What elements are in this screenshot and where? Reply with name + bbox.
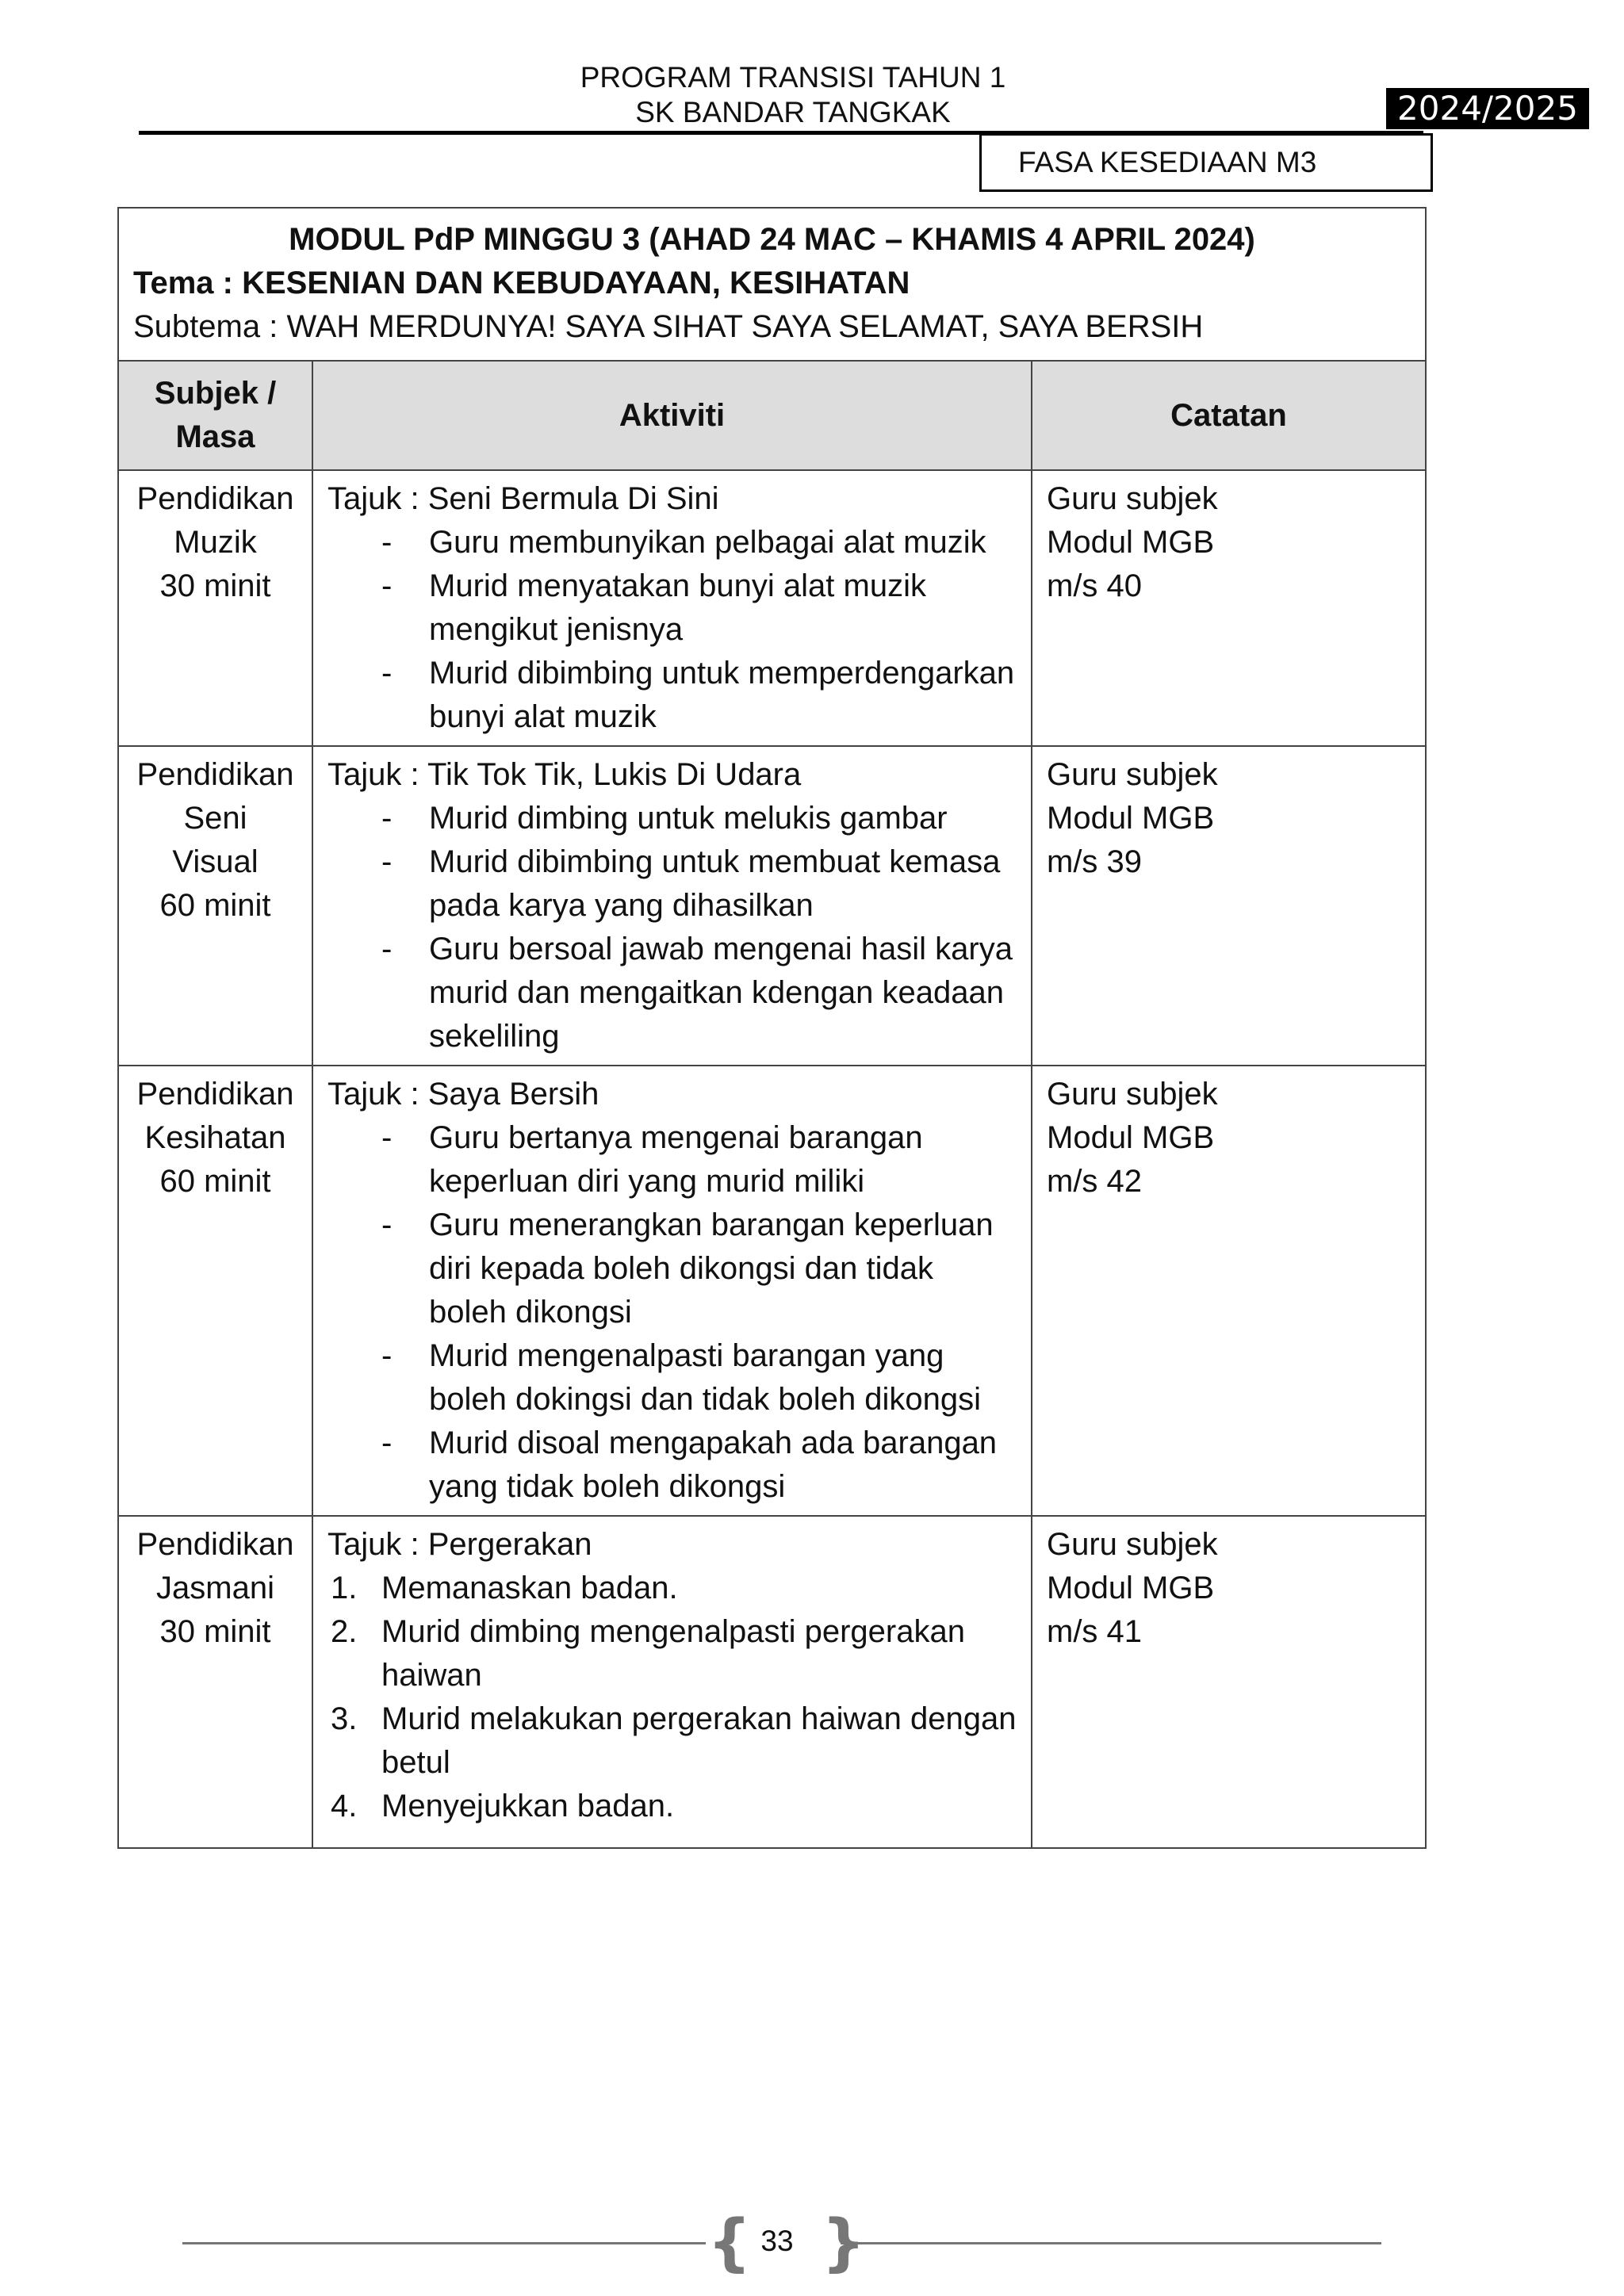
notes-line: Modul MGB bbox=[1047, 801, 1215, 836]
module-subtema: Subtema : WAH MERDUNYA! SAYA SIHAT SAYA SELAMAT, SAYA BERSIH bbox=[133, 309, 1204, 344]
activity-list bbox=[327, 1116, 1018, 1509]
activity-topic: Tajuk : Seni Bermula Di Sini bbox=[327, 481, 719, 516]
list-number: 4. bbox=[331, 1789, 358, 1823]
activity-cell bbox=[312, 470, 1032, 746]
notes-cell bbox=[1032, 1066, 1426, 1516]
bullet-dash: - bbox=[381, 1120, 393, 1155]
subject-line: Seni bbox=[183, 801, 247, 836]
list-item bbox=[381, 564, 1018, 652]
duration: 60 minit bbox=[159, 888, 271, 923]
subject-line: Pendidikan bbox=[136, 1527, 294, 1562]
activity-cell bbox=[312, 746, 1032, 1066]
list-item-text: Memanaskan badan. bbox=[381, 1571, 678, 1605]
list-item-text: Guru membunyikan pelbagai alat muzik bbox=[429, 525, 986, 560]
list-item bbox=[381, 521, 1018, 564]
list-item bbox=[381, 1116, 1018, 1203]
column-header-activity: Aktiviti bbox=[312, 361, 1032, 470]
column-header-subject bbox=[118, 361, 312, 470]
footer-rule-left bbox=[182, 2242, 706, 2244]
activity-cell bbox=[312, 1066, 1032, 1516]
list-number: 2. bbox=[331, 1614, 358, 1649]
notes-line: Guru subjek bbox=[1047, 481, 1218, 516]
footer-brace-left: { bbox=[707, 2207, 752, 2279]
list-item-text: Murid dimbing mengenalpasti pergerakan haiwan bbox=[381, 1614, 965, 1693]
list-item-text: Murid dimbing untuk melukis gambar bbox=[429, 801, 948, 836]
subject-cell bbox=[118, 746, 312, 1066]
list-item-text: Murid melakukan pergerakan haiwan dengan betul bbox=[381, 1701, 1017, 1780]
list-item-text: Menyejukkan badan. bbox=[381, 1789, 675, 1823]
list-item bbox=[327, 1697, 1018, 1785]
bullet-dash: - bbox=[381, 932, 393, 966]
notes-cell bbox=[1032, 470, 1426, 746]
notes-cell bbox=[1032, 746, 1426, 1066]
bullet-dash: - bbox=[381, 1338, 393, 1373]
notes-line: m/s 39 bbox=[1047, 844, 1143, 879]
year-badge: 2024/2025 bbox=[1386, 88, 1589, 129]
notes-line: m/s 42 bbox=[1047, 1164, 1143, 1199]
bullet-dash: - bbox=[381, 1425, 393, 1460]
notes-line: Modul MGB bbox=[1047, 1120, 1215, 1155]
list-item bbox=[381, 928, 1018, 1058]
activity-topic: Tajuk : Tik Tok Tik, Lukis Di Udara bbox=[327, 757, 802, 792]
subject-line: Pendidikan bbox=[136, 1077, 294, 1112]
list-item-text: Murid dibimbing untuk membuat kemasa pada karya yang dihasilkan bbox=[429, 844, 1001, 923]
table-row bbox=[118, 1516, 1426, 1848]
bullet-dash: - bbox=[381, 801, 393, 836]
phase-label: FASA KESEDIAAN M3 bbox=[979, 133, 1433, 192]
subject-line: Pendidikan bbox=[136, 757, 294, 792]
module-title-cell bbox=[118, 208, 1426, 361]
notes-line: Guru subjek bbox=[1047, 757, 1218, 792]
column-header-subject-line2: Masa bbox=[175, 419, 255, 454]
list-item bbox=[381, 652, 1018, 739]
module-table bbox=[117, 207, 1427, 1849]
list-item-text: Guru bertanya mengenai barangan keperluan diri yang murid miliki bbox=[429, 1120, 923, 1199]
activity-list bbox=[327, 797, 1018, 1058]
bullet-dash: - bbox=[381, 525, 393, 560]
list-item bbox=[327, 1785, 1018, 1828]
bullet-dash: - bbox=[381, 844, 393, 879]
page-number: 33 bbox=[760, 2225, 794, 2257]
module-title: MODUL PdP MINGGU 3 (AHAD 24 MAC – KHAMIS 4 APRIL 2024) bbox=[289, 222, 1255, 257]
activity-topic: Tajuk : Saya Bersih bbox=[327, 1077, 599, 1112]
activity-topic: Tajuk : Pergerakan bbox=[327, 1527, 592, 1562]
list-number: 3. bbox=[331, 1701, 358, 1736]
column-header-subject-line1: Subjek / bbox=[154, 376, 277, 411]
list-item bbox=[327, 1567, 1018, 1610]
list-item-text: Murid mengenalpasti barangan yang boleh dokingsi dan tidak boleh dikongsi bbox=[429, 1338, 982, 1417]
footer-brace-right: } bbox=[822, 2207, 866, 2279]
duration: 30 minit bbox=[159, 1614, 271, 1649]
notes-line: Guru subjek bbox=[1047, 1527, 1218, 1562]
header-title-line2: SK BANDAR TANGKAK bbox=[635, 96, 951, 128]
notes-line: Modul MGB bbox=[1047, 1571, 1215, 1605]
notes-line: Modul MGB bbox=[1047, 525, 1215, 560]
subject-cell bbox=[118, 470, 312, 746]
list-item bbox=[381, 797, 1018, 840]
notes-cell bbox=[1032, 1516, 1426, 1848]
bullet-dash: - bbox=[381, 568, 393, 603]
header-title-line1: PROGRAM TRANSISI TAHUN 1 bbox=[580, 61, 1006, 94]
duration: 30 minit bbox=[159, 568, 271, 603]
subject-cell bbox=[118, 1066, 312, 1516]
list-item-text: Murid disoal mengapakah ada barangan yang tidak boleh dikongsi bbox=[429, 1425, 998, 1504]
notes-line: Guru subjek bbox=[1047, 1077, 1218, 1112]
list-item-text: Murid dibimbing untuk memperdengarkan bunyi alat muzik bbox=[429, 656, 1015, 734]
module-title-row bbox=[118, 208, 1426, 361]
activity-list bbox=[327, 521, 1018, 739]
list-item bbox=[381, 1334, 1018, 1422]
subject-cell bbox=[118, 1516, 312, 1848]
list-item bbox=[381, 1203, 1018, 1334]
list-item-text: Guru menerangkan barangan keperluan diri kepada boleh dikongsi dan tidak boleh dikongsi bbox=[429, 1207, 994, 1330]
subject-line: Kesihatan bbox=[144, 1120, 286, 1155]
notes-line: m/s 40 bbox=[1047, 568, 1143, 603]
table-row bbox=[118, 1066, 1426, 1516]
activity-cell bbox=[312, 1516, 1032, 1848]
duration: 60 minit bbox=[159, 1164, 271, 1199]
list-item bbox=[381, 840, 1018, 928]
bullet-dash: - bbox=[381, 656, 393, 691]
list-item-text: Murid menyatakan bunyi alat muzik mengikut jenisnya bbox=[429, 568, 926, 647]
subject-line: Muzik bbox=[174, 525, 257, 560]
subject-line: Jasmani bbox=[156, 1571, 274, 1605]
activity-numbered-list bbox=[327, 1567, 1018, 1828]
column-header-notes: Catatan bbox=[1032, 361, 1426, 470]
table-row bbox=[118, 470, 1426, 746]
column-header-row bbox=[118, 361, 1426, 470]
subject-line: Visual bbox=[172, 844, 259, 879]
bullet-dash: - bbox=[381, 1207, 393, 1242]
module-tema: Tema : KESENIAN DAN KEBUDAYAAN, KESIHATAN bbox=[133, 266, 910, 300]
list-number: 1. bbox=[331, 1571, 358, 1605]
list-item bbox=[381, 1422, 1018, 1509]
table-row bbox=[118, 746, 1426, 1066]
list-item bbox=[327, 1610, 1018, 1697]
footer-rule-right bbox=[841, 2242, 1381, 2244]
notes-line: m/s 41 bbox=[1047, 1614, 1143, 1649]
subject-line: Pendidikan bbox=[136, 481, 294, 516]
list-item-text: Guru bersoal jawab mengenai hasil karya murid dan mengaitkan kdengan keadaan sekeliling bbox=[429, 932, 1013, 1054]
